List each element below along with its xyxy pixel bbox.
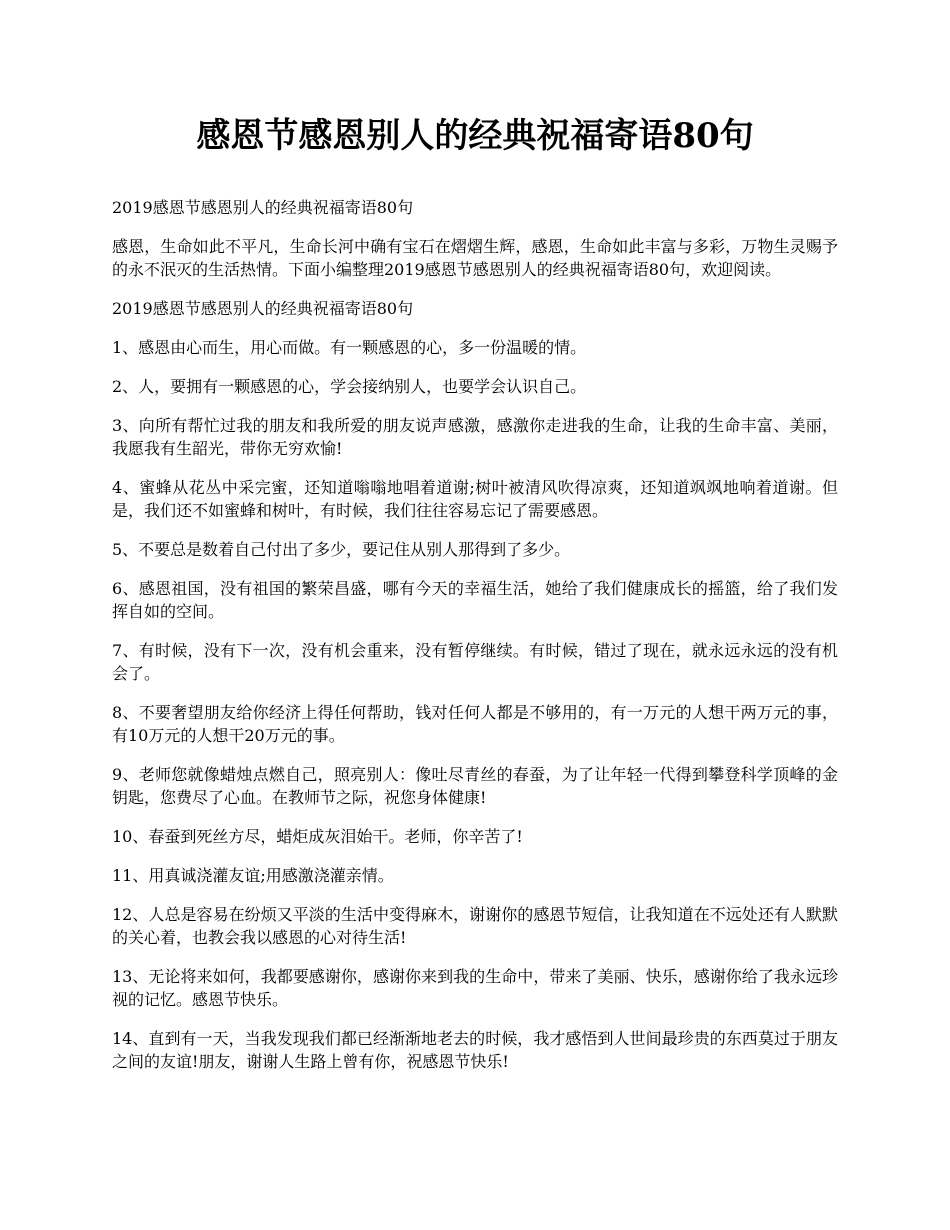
list-item: 11、用真诚浇灌友谊;用感激浇灌亲情。 — [112, 866, 394, 885]
list-item: 14、直到有一天，当我发现我们都已经渐渐地老去的时候，我才感悟到人世间最珍贵的东西莫过于朋友之间的友谊!朋友，谢谢人生路上曾有你，祝感恩节快乐! — [112, 1029, 838, 1071]
list-item: 8、不要奢望朋友给你经济上得任何帮助，钱对任何人都是不够用的，有一万元的人想干两万元的事，有10万元的人想干20万元的事。 — [112, 703, 838, 745]
list-item: 3、向所有帮忙过我的朋友和我所爱的朋友说声感激，感激你走进我的生命，让我的生命丰富、美丽，我愿我有生韶光，带你无穷欢愉! — [112, 416, 838, 458]
list-item: 7、有时候，没有下一次，没有机会重来，没有暂停继续。有时候，错过了现在，就永远永远的没有机会了。 — [112, 641, 838, 683]
list-item: 1、感恩由心而生，用心而做。有一颗感恩的心，多一份温暖的情。 — [112, 338, 587, 357]
list-item: 4、蜜蜂从花丛中采完蜜，还知道嗡嗡地唱着道谢;树叶被清风吹得凉爽，还知道飒飒地响着道谢。但是，我们还不如蜜蜂和树叶，有时候，我们往往容易忘记了需要感恩。 — [112, 478, 838, 520]
intro-paragraph: 感恩，生命如此不平凡，生命长河中确有宝石在熠熠生辉，感恩，生命如此丰富与多彩，万物生灵赐予的永不泯灭的生活热情。下面小编整理2019感恩节感恩别人的经典祝福寄语80句，欢迎阅读。 — [112, 237, 838, 279]
document-title: 感恩节感恩别人的经典祝福寄语80句 — [196, 116, 754, 156]
list-item: 13、无论将来如何，我都要感谢你，感谢你来到我的生命中，带来了美丽、快乐，感谢你给了我永远珍视的记忆。感恩节快乐。 — [112, 967, 838, 1009]
list-item: 9、老师您就像蜡烛点燃自己，照亮别人：像吐尽青丝的春蚕，为了让年轻一代得到攀登科学顶峰的金钥匙，您费尽了心血。在教师节之际，祝您身体健康! — [112, 765, 838, 807]
list-item: 12、人总是容易在纷烦又平淡的生活中变得麻木，谢谢你的感恩节短信，让我知道在不远处还有人默默的关心着，也教会我以感恩的心对待生活! — [112, 905, 838, 947]
section-heading: 2019感恩节感恩别人的经典祝福寄语80句 — [112, 299, 414, 318]
list-item: 6、感恩祖国，没有祖国的繁荣昌盛，哪有今天的幸福生活，她给了我们健康成长的摇篮，给了我们发挥自如的空间。 — [112, 579, 838, 621]
document-subtitle: 2019感恩节感恩别人的经典祝福寄语80句 — [112, 198, 414, 217]
list-item: 5、不要总是数着自己付出了多少，要记住从别人那得到了多少。 — [112, 540, 571, 559]
list-item: 2、人，要拥有一颗感恩的心，学会接纳别人，也要学会认识自己。 — [112, 377, 587, 396]
list-item: 10、春蚕到死丝方尽，蜡炬成灰泪始干。老师，你辛苦了! — [112, 827, 523, 846]
